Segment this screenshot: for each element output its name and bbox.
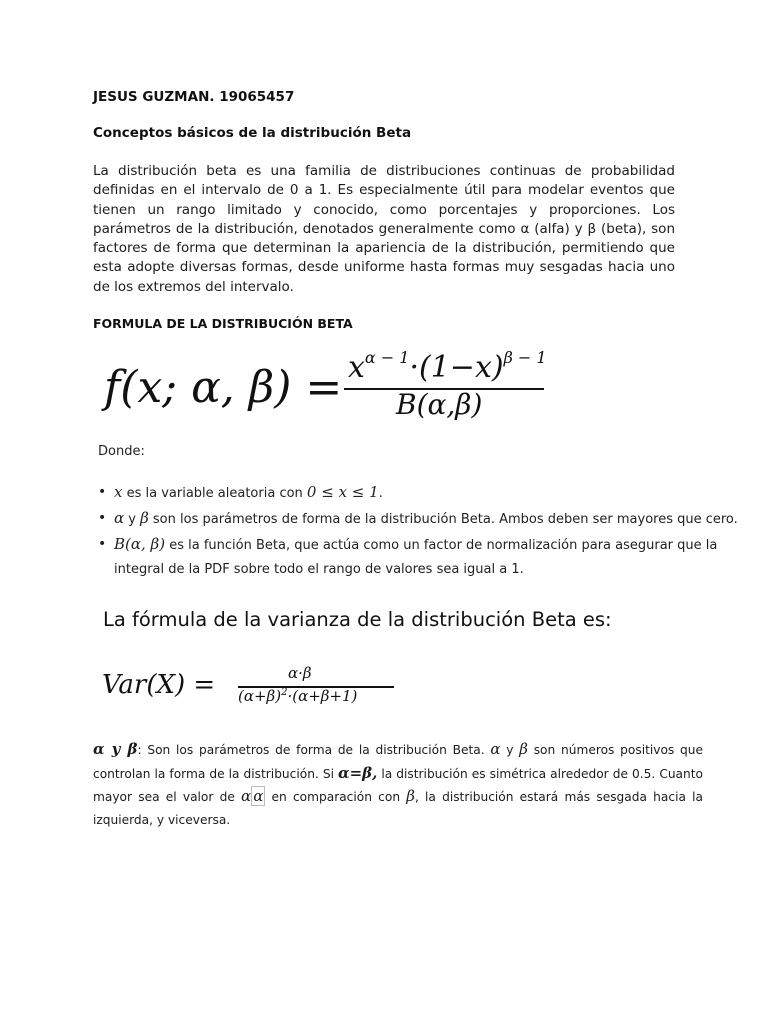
- variance-numerator: α·β: [288, 664, 312, 682]
- den-part-b: ·(α+β+1): [287, 687, 358, 705]
- paragraph-text: en comparación con: [265, 790, 407, 804]
- alpha-symbol: α: [490, 740, 501, 758]
- beta-pdf-formula: [100, 348, 560, 428]
- math-beta-function: B(α, β): [114, 535, 166, 553]
- numerator-x: x: [348, 350, 365, 385]
- formula-numerator: [348, 348, 547, 385]
- list-item: [98, 480, 748, 506]
- document-title: Conceptos básicos de la distribución Beta: [93, 125, 412, 141]
- intro-paragraph: La distribución beta es una familia de distribuciones continuas de probabilidad definidas en el intervalo de 0 a 1. Es especialmente útil para modelar eventos que tienen un rango limitado y conocido, como porcentajes y proporciones. Los parámetros de la distribución, denotados generalmente como α (alfa) y β (beta), son factores de forma que determinan la apariencia de la distribución, permitiendo que esta adopte diversas formas, desde uniforme hasta formas muy sesgadas hacia uno de los extremos del intervalo.: [93, 163, 675, 295]
- formula-lhs: f(x; α, β) =: [104, 362, 343, 413]
- closing-paragraph: [93, 738, 703, 831]
- den-part-a: (α+β): [238, 687, 282, 705]
- item-text: son los parámetros de forma de la distribución Beta. Ambos deben ser mayores que cero.: [148, 512, 738, 527]
- alpha-symbol-boxed: α: [253, 787, 264, 805]
- math-alpha: α: [114, 509, 125, 527]
- math-range: 0 ≤ x ≤ 1: [306, 483, 379, 501]
- item-text: .: [378, 486, 383, 501]
- variance-heading: La fórmula de la varianza de la distribución Beta es:: [103, 608, 612, 631]
- numerator-exp-2: β − 1: [503, 348, 547, 367]
- den-exponent: 2: [281, 687, 288, 698]
- beta-symbol: β: [519, 740, 528, 758]
- numerator-mid: ·(1−x): [409, 350, 504, 385]
- numerator-exp-1: α − 1: [364, 348, 410, 367]
- definitions-list: [98, 480, 748, 582]
- alpha-equals-beta: α=β,: [338, 763, 378, 782]
- math-x: x: [114, 483, 123, 501]
- item-text: es la función Beta, que actúa como un factor de normalización para asegurar que la integral de la PDF sobre todo el rango de valores sea igual a 1.: [114, 538, 718, 577]
- paragraph-text: : Son los parámetros de forma de la distribución Beta.: [137, 743, 491, 757]
- paragraph-text: la distribución es simétrica alrededor de 0.5. Cuanto mayor sea el valor de: [93, 766, 703, 804]
- list-item: [98, 532, 748, 582]
- paragraph-text: son números positivos que controlan la forma de la distribución. Si: [93, 743, 703, 781]
- list-item: [98, 506, 748, 532]
- paragraph-text: , la distribución estará más sesgada hacia la izquierda, y viceversa.: [93, 790, 703, 827]
- item-text: es la variable aleatoria con: [122, 486, 307, 501]
- variance-formula: [102, 664, 412, 720]
- alpha-symbol: α: [241, 787, 252, 805]
- variance-denominator: [238, 687, 357, 705]
- math-beta: β: [140, 509, 149, 527]
- formula-heading: FORMULA DE LA DISTRIBUCIÓN BETA: [93, 316, 353, 331]
- item-text: y: [124, 512, 141, 527]
- alpha-beta-label: α y β: [93, 740, 138, 758]
- variance-lhs: Var(X) =: [102, 670, 216, 700]
- beta-symbol: β: [406, 787, 415, 805]
- author-line: JESUS GUZMAN. 19065457: [93, 89, 295, 105]
- formula-denominator: B(α,β): [396, 388, 483, 421]
- donde-label: Donde:: [98, 444, 145, 459]
- paragraph-text: y: [500, 743, 520, 757]
